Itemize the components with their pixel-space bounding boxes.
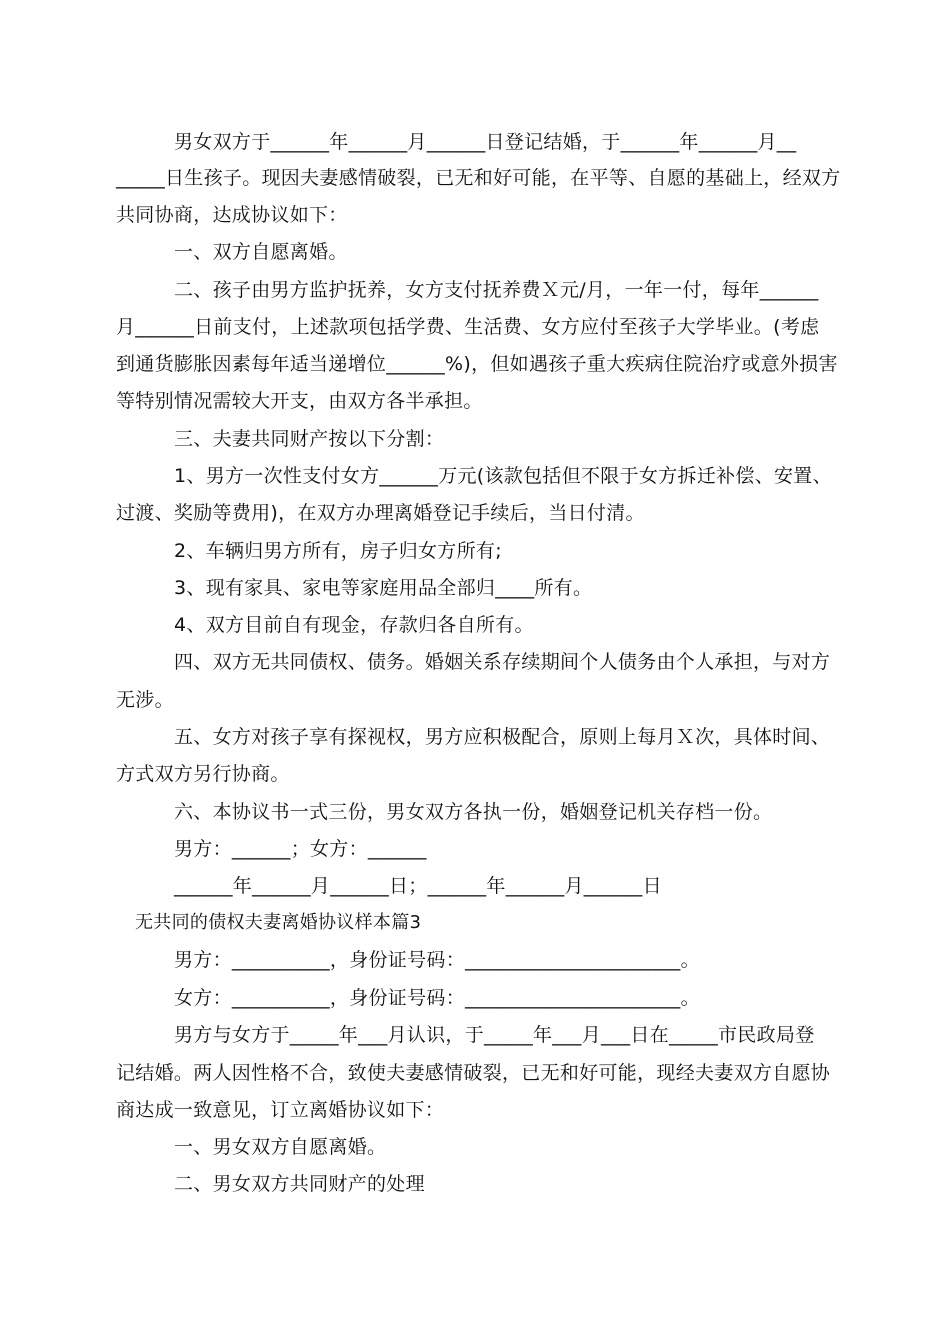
section3-clause-2: 二、男女双方共同财产的处理 [174, 1173, 425, 1195]
paragraph-intro-line-2: _____日生孩子。现因夫妻感情破裂，已无和好可能，在平等、自愿的基础上，经双方 [116, 167, 841, 189]
clause-3-heading: 三、夫妻共同财产按以下分割： [174, 428, 445, 450]
clause-3-item-1-line-2: 过渡、奖励等费用)，在双方办理离婚登记手续后，当日付清。 [116, 502, 645, 524]
clause-4-line-1: 四、双方无共同债权、债务。婚姻关系存续期间个人债务由个人承担，与对方 [174, 651, 831, 673]
clause-2-line-1: 二、孩子由男方监护抚养，女方支付抚养费Ｘ元/月，一年一付，每年______ [174, 279, 819, 301]
clause-5-line-1: 五、女方对孩子享有探视权，男方应积极配合，原则上每月Ｘ次，具体时间、 [174, 726, 831, 748]
signature-line: 男方：______；女方：______ [174, 838, 427, 860]
clause-1: 一、双方自愿离婚。 [174, 241, 348, 263]
date-line: ______年______月______日；______年______月______日 [174, 875, 662, 897]
female-party-line: 女方：__________，身份证号码：______________________。 [174, 987, 700, 1009]
section3-clause-1: 一、男女双方自愿离婚。 [174, 1136, 387, 1158]
male-party-line: 男方：__________，身份证号码：______________________。 [174, 949, 700, 971]
paragraph-intro-line-1: 男女双方于______年______月______日登记结婚，于______年______月__ [174, 131, 797, 153]
clause-6: 六、本协议书一式三份，男女双方各执一份，婚姻登记机关存档一份。 [174, 801, 773, 823]
clause-3-item-2: 2、车辆归男方所有，房子归女方所有; [174, 540, 502, 562]
paragraph-meeting-line-2: 记结婚。两人因性格不合，致使夫妻感情破裂，已无和好可能，现经夫妻双方自愿协 [116, 1062, 831, 1084]
paragraph-meeting-line-3: 商达成一致意见，订立离婚协议如下： [116, 1099, 445, 1121]
clause-5-line-2: 方式双方另行协商。 [116, 763, 290, 785]
paragraph-intro-line-3: 共同协商，达成协议如下： [116, 204, 348, 226]
clause-3-item-4: 4、双方目前自有现金，存款归各自所有。 [174, 614, 534, 636]
clause-2-line-4: 等特别情况需较大开支，由双方各半承担。 [116, 390, 483, 412]
clause-3-item-1-line-1: 1、男方一次性支付女方______万元(该款包括但不限于女方拆迁补偿、安置、 [174, 465, 832, 487]
clause-3-item-3: 3、现有家具、家电等家庭用品全部归____所有。 [174, 577, 593, 599]
clause-4-line-2: 无涉。 [116, 689, 174, 711]
paragraph-meeting-line-1: 男方与女方于_____年___月认识，于_____年___月___日在_____市民政局登 [174, 1024, 815, 1046]
clause-2-line-3: 到通货膨胀因素每年适当递增位______%)，但如遇孩子重大疾病住院治疗或意外损害 [116, 353, 838, 375]
section-title-3: 无共同的债权夫妻离婚协议样本篇3 [135, 912, 422, 933]
clause-2-line-2: 月______日前支付，上述款项包括学费、生活费、女方应付至孩子大学毕业。(考虑 [116, 316, 820, 338]
